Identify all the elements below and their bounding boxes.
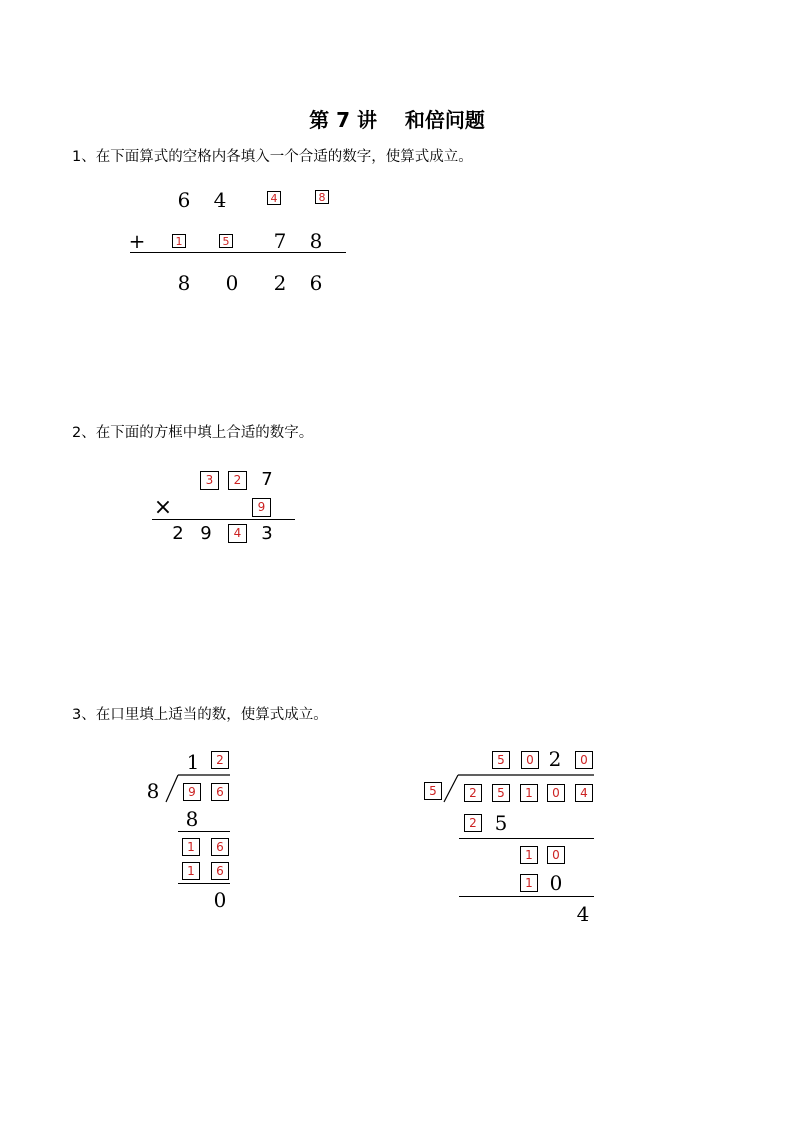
q3-right-step-box[interactable]: 1 (520, 874, 538, 892)
q3-right-divisor-box[interactable]: 5 (424, 782, 442, 800)
q3-right-quotient-box[interactable]: 0 (575, 751, 593, 769)
question-2-text: 2、在下面的方框中填上合适的数字。 (72, 425, 314, 441)
q3-right-step-box[interactable]: 0 (547, 846, 565, 864)
q3-right-step-box[interactable]: 2 (464, 814, 482, 832)
q2-row2-answer-box[interactable]: 9 (252, 498, 271, 517)
q3-right-dividend-box[interactable]: 2 (464, 784, 482, 802)
q1-result-digit: 2 (273, 271, 287, 295)
q3-right-dividend-box[interactable]: 5 (492, 784, 510, 802)
q1-row1-digit: 6 (177, 188, 191, 212)
q3-left-dividend-box[interactable]: 9 (183, 783, 201, 801)
q1-row1-answer-box[interactable]: 8 (315, 190, 329, 204)
q3-left-remainder: 0 (213, 888, 227, 912)
question-1-text: 1、在下面算式的空格内各填入一个合适的数字，使算式成立。 (72, 149, 473, 165)
q1-row1-digit: 4 (213, 188, 227, 212)
q3-right-quotient-box[interactable]: 0 (521, 751, 539, 769)
q1-row2-answer-box[interactable]: 1 (172, 234, 186, 248)
q2-row1-answer-box[interactable]: 3 (200, 471, 219, 490)
q3-left-step-line (178, 883, 230, 884)
q3-left-step-box[interactable]: 6 (211, 838, 229, 856)
q3-right-dividend-box[interactable]: 0 (547, 784, 565, 802)
q2-result-digit: 2 (172, 523, 184, 544)
q1-row2-digit: 7 (273, 229, 287, 253)
q3-left-step-box[interactable]: 6 (211, 862, 229, 880)
q3-right-step-line (459, 838, 594, 839)
q3-right-quotient-box[interactable]: 5 (492, 751, 510, 769)
q1-result-digit: 8 (177, 271, 191, 295)
q3-left-quotient-digit: 1 (186, 750, 200, 774)
q2-result-answer-box[interactable]: 4 (228, 524, 247, 543)
question-3-text: 3、在口里填上适当的数，使算式成立。 (72, 707, 328, 723)
q3-right-step-digit: 5 (494, 811, 508, 835)
q3-left-divisor: 8 (146, 779, 160, 803)
q3-right-step-digit: 0 (549, 871, 563, 895)
times-operator: × (153, 495, 173, 520)
q3-left-step-box[interactable]: 1 (182, 838, 200, 856)
page-title: 第 7 讲 和倍问题 (309, 108, 485, 132)
q1-result-digit: 0 (225, 271, 239, 295)
plus-operator: + (128, 229, 146, 253)
q2-product-line (152, 519, 295, 520)
q2-result-digit: 3 (261, 523, 273, 544)
q2-result-digit: 9 (200, 523, 212, 544)
q3-right-remainder: 4 (576, 902, 590, 926)
q1-row2-answer-box[interactable]: 5 (219, 234, 233, 248)
q3-left-quotient-box[interactable]: 2 (211, 751, 229, 769)
q2-row1-digit: 7 (261, 469, 273, 490)
q1-result-digit: 6 (309, 271, 323, 295)
q3-left-step-line (178, 831, 230, 832)
q1-row2-digit: 8 (309, 229, 323, 253)
q1-sum-line (130, 252, 346, 253)
q3-left-dividend-box[interactable]: 6 (211, 783, 229, 801)
q2-row1-answer-box[interactable]: 2 (228, 471, 247, 490)
q3-left-step-digit: 8 (185, 807, 199, 831)
q3-right-step-line (459, 896, 594, 897)
q1-row1-answer-box[interactable]: 4 (267, 191, 281, 205)
q3-right-dividend-box[interactable]: 4 (575, 784, 593, 802)
q3-right-quotient-digit: 2 (548, 747, 562, 771)
q3-left-step-box[interactable]: 1 (182, 862, 200, 880)
q3-right-step-box[interactable]: 1 (520, 846, 538, 864)
q3-right-dividend-box[interactable]: 1 (520, 784, 538, 802)
